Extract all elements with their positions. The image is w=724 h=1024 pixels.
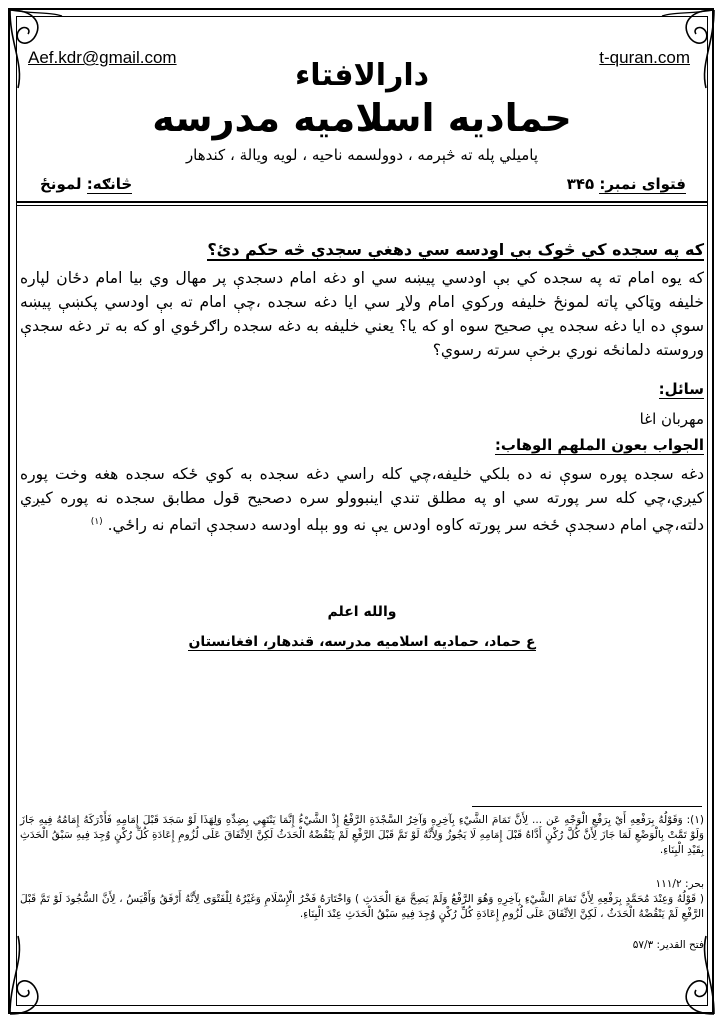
footnote-divider bbox=[472, 806, 702, 807]
question-text: كه يوه امام ته په سجده كي بې اودسي پيښه سي او دغه امام دسجدې پر مهال وي بيا امام دځان لپاره خليفه وټاكي پاته لمونځ خليفه وركوي امام ولاړ سي ايا دغه سجده ،چې امام ته بې اودسي پكښې پيښه سوې ده ايا دغه سجده يې صحيح سوه او كه يا؟ يعني خليفه به دغه سجده راګرځوي او كه به تر دغه سجدې وروسته دلمانځه نوري برخې سرته رسوي؟ bbox=[20, 269, 704, 359]
contact-email-link[interactable]: Aef.kdr@gmail.com bbox=[28, 48, 177, 67]
fatwa-category-value: لمونځ bbox=[40, 175, 82, 193]
asker-label: سائل: bbox=[658, 380, 704, 398]
closing-phrase: والله اعلم bbox=[327, 604, 397, 620]
footnote-2-text: ( قَوْلُهُ وَعِنْدَ مُحَمَّدٍ بِرَفْعِهِ لِأَنَّ تَمَامَ الشَّيْءِ بِآخِرِهِ وَهُوَ الرَّفْعُ وَلَمْ يَصِحَّ مَعَ الْحَدَثِ ) وَاخْتَارَهُ فَخْرُ الْإِسْلَامِ وَغَيْرُهُ لِلْفَتْوَى لِأَنَّهُ أَرْفَقُ وَأَقْيَسُ ، لِأَنَّ السُّجُودَ لَوْ تَمَّ قَبْلَ الرَّفْعِ لَمْ يَنْقُضْهُ الْحَدَثُ ، لَكِنَّ الِاتِّفَاقَ عَلَى لُزُومِ إِعَادَةِ كُلِّ رُكْنٍ وُجِدَ فِيهِ سَبْقُ الْحَدَثِ عِنْدَ الْبِنَاءِ. bbox=[20, 893, 704, 920]
madrasa-name-title: حماديه اسلاميه مدرسه bbox=[152, 96, 572, 140]
footnote-2-source: فتح القدير: ۵۷/۳ bbox=[632, 939, 704, 951]
website-link[interactable]: t-quran.com bbox=[599, 48, 690, 67]
signature: ع حماد، حماديه اسلاميه مدرسه، قندهار، افغانستان bbox=[188, 634, 536, 650]
fatwa-number bbox=[567, 175, 686, 193]
footnote-marker: (۱) bbox=[90, 517, 103, 527]
fatwa-category-label: څانګه: bbox=[86, 175, 133, 193]
fatwa-number-value: ۳۴۵ bbox=[566, 175, 595, 193]
asker-name: مهربان اغا bbox=[639, 410, 704, 428]
footnote-1-source: بحر: ۱۱۱/۲ bbox=[655, 878, 704, 890]
institution-type-title: دارالافتاء bbox=[294, 58, 430, 93]
answer-text: دغه سجده پوره سوې نه ده بلكي خليفه،چي كله راسي دغه سجده به كوي ځكه سجده هغه وخت پوره كيږي،چي كله سر پورته سي او په مطلق تندي اينبوولو سره دصحيح قول مطابق سجده نه پوره كيږي دلته،چي امام دسجدې ځخه سر پورته كاوه اودس يې نه وو بېله اودسه دسجدې اتمام نه راځي. $^{(۱)}$ bbox=[20, 465, 704, 535]
address-line: پاميلي پله ته څېرمه ، دوولسمه ناحيه ، لويه ويالة ، كندهار bbox=[185, 146, 539, 164]
answer-label: الجواب بعون الملهم الوهاب: bbox=[494, 436, 704, 454]
fatwa-number-label: فتواى نمبر: bbox=[599, 175, 686, 193]
fatwa-category bbox=[40, 175, 132, 193]
footnote-1-text: (۱): وَقَوْلُهُ بِرَفْعِهِ أَيْ بِرَفْعِ الْوَجْهِ عَن ... لِأَنَّ تَمَامَ الشَّيْءِ بِآخِرِهِ وَآخِرُ السَّجْدَةِ الرَّفْعُ إِذْ الشَّيْءُ إِنَّمَا يَنْتَهِي بِضِدِّهِ وَلِهَذَا لَوْ سَجَدَ قَبْلَ إِمَامِهِ فَأَدْرَكَهُ إِمَامُهُ فِيهِ جَازَ وَلَوْ تَمَّتْ بِالْوَضْعِ لَمَا جَازَ لِأَنَّ كُلَّ رُكْنٍ أَدَّاهُ قَبْلَ إِمَامِهِ لَا يَجُوزُ وَلِأَنَّهُ لَوْ تَمَّ قَبْلَ الرَّفْعِ لَمْ يَنْقُضْهُ الْحَدَثُ لَكِنَّ الِاتِّفَاقَ عَلَى لُزُومِ إِعَادَةِ كُلِّ رُكْنٍ وُجِدَ فِيهِ سَبْقُ الْحَدَثِ بِقَيْدِ الْبِنَاءِ. bbox=[20, 814, 704, 856]
header-divider bbox=[17, 201, 707, 203]
question-title: كه په سجده كي څوک بې اودسه سي دهغې سجدې څه حكم دئ؟ bbox=[207, 240, 704, 259]
header-divider-thin bbox=[17, 205, 707, 206]
